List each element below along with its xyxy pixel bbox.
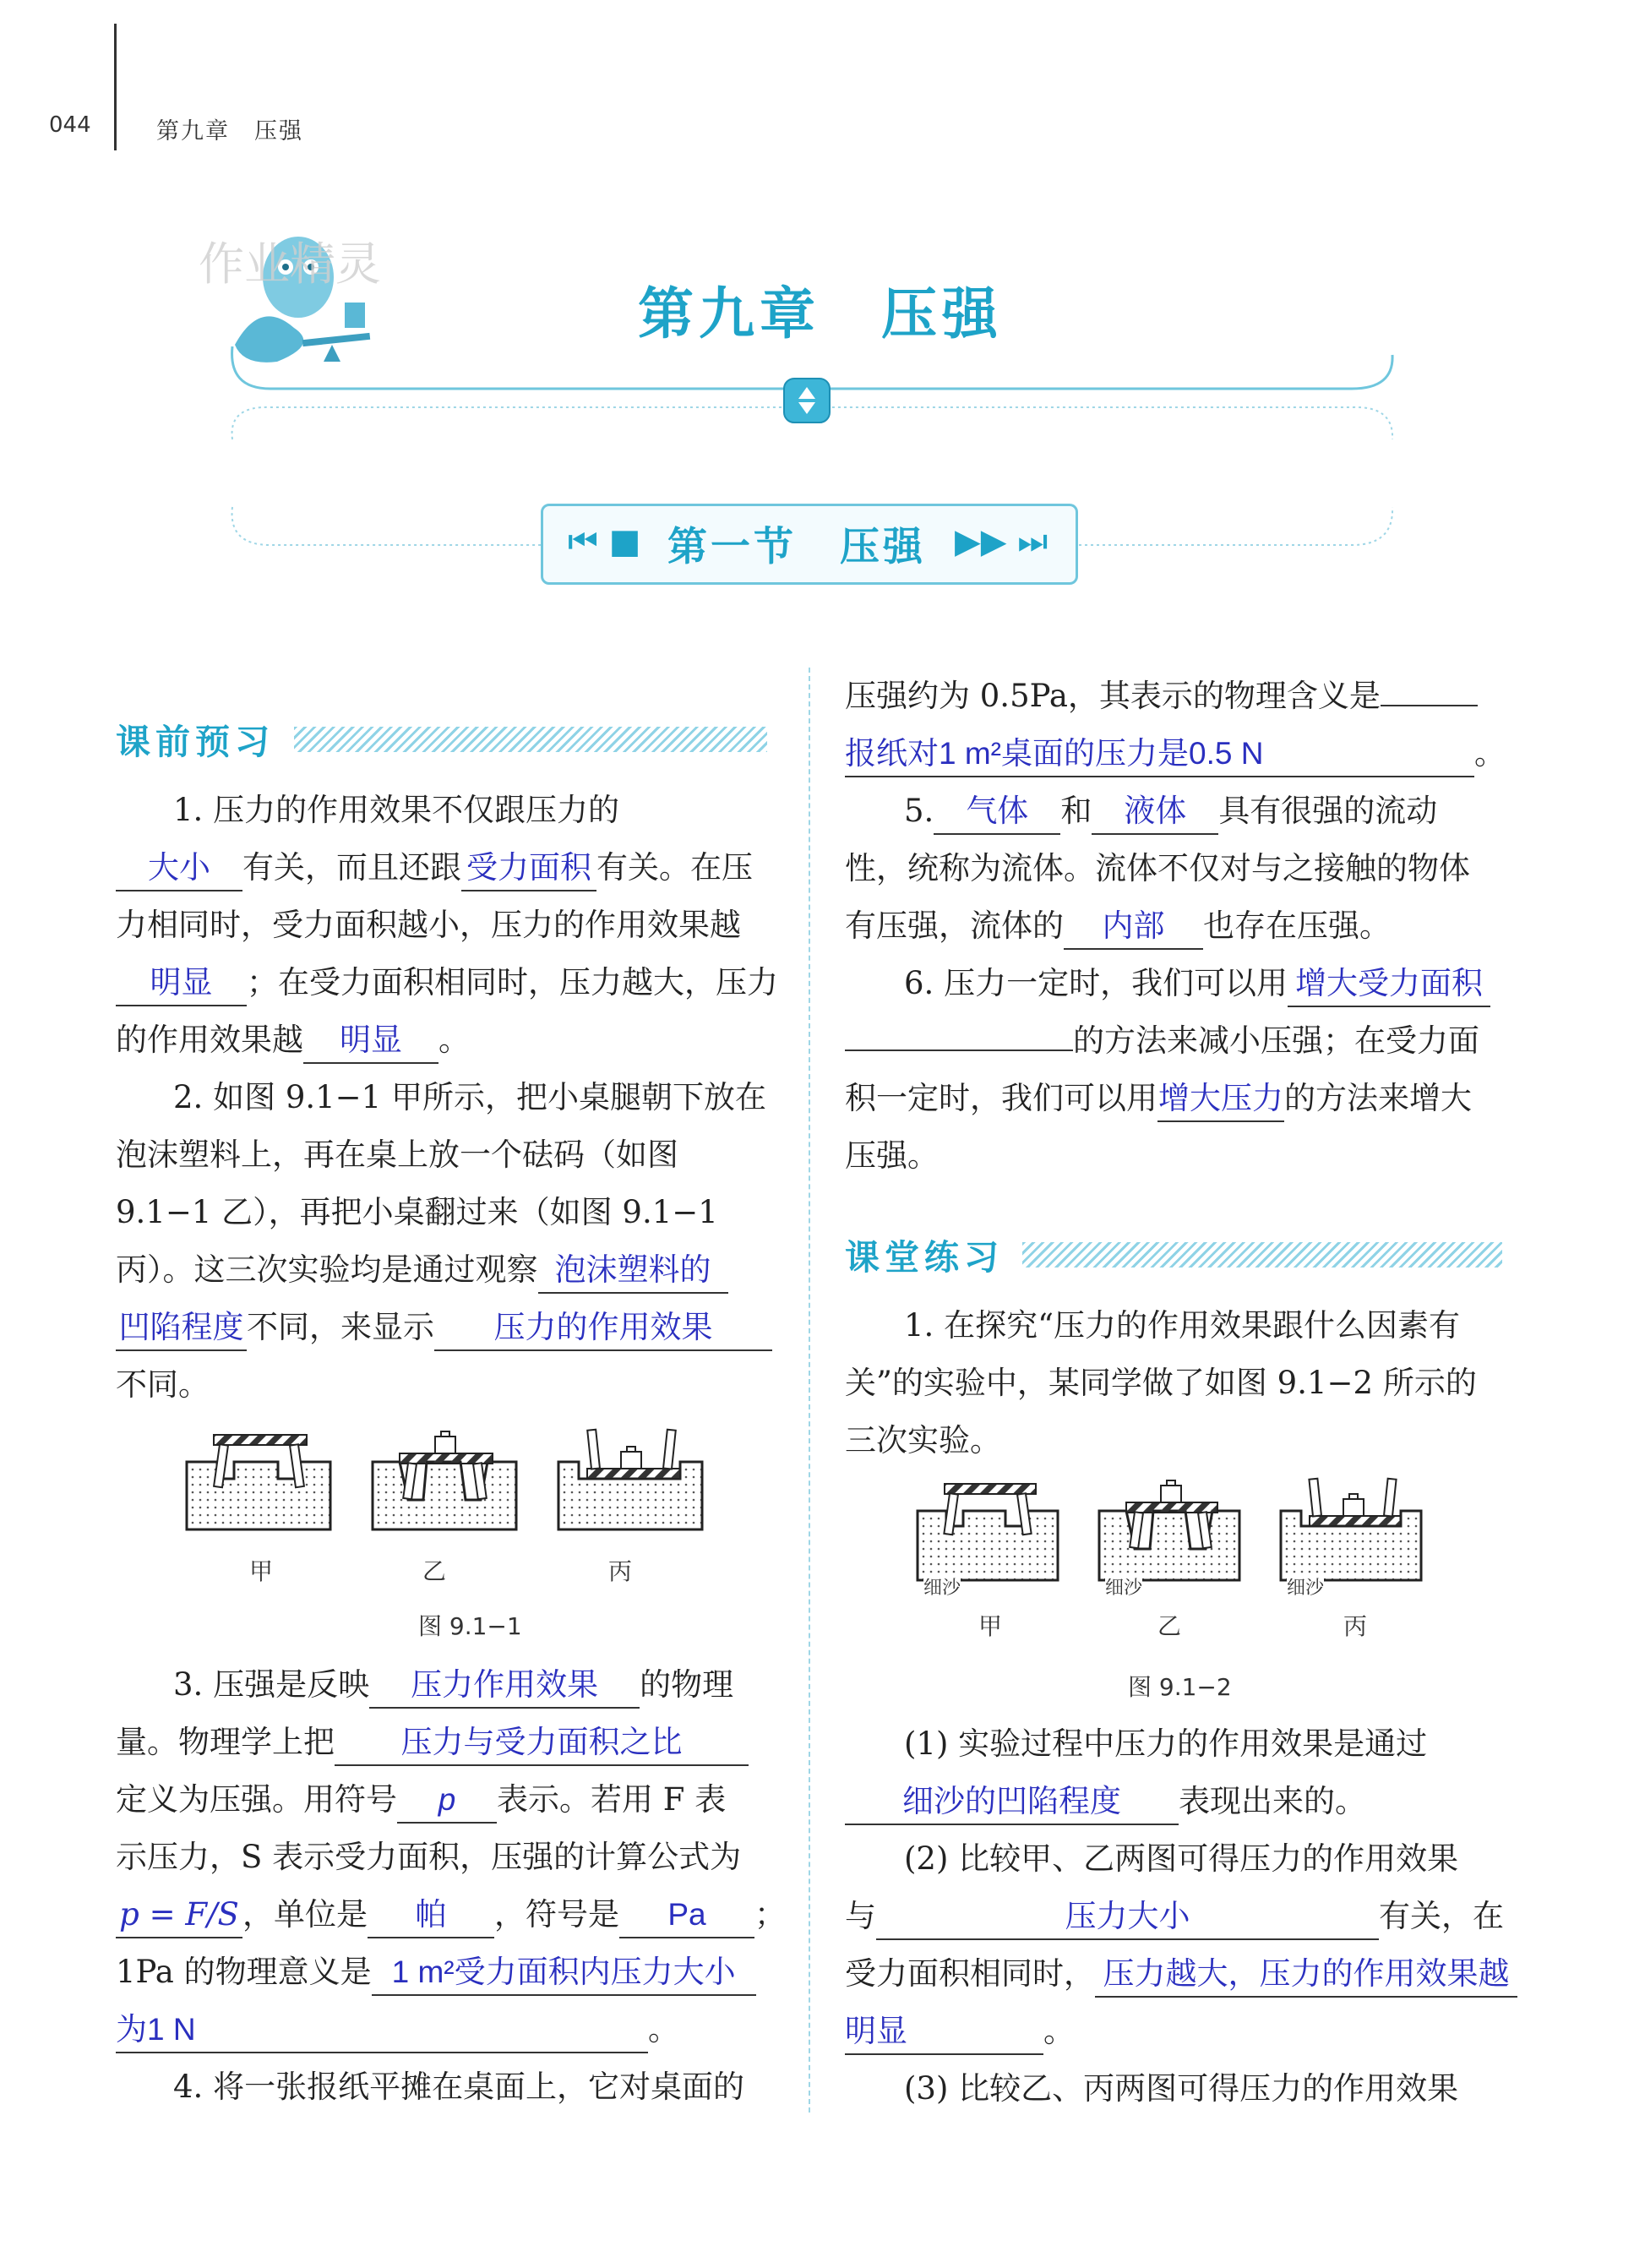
c1-2-line1: (2) 比较甲、乙两图可得压力的作用效果 bbox=[904, 1840, 1459, 1877]
c1-line2: 关”的实验中，某同学做了如图 9.1−2 所示的 bbox=[845, 1365, 1477, 1401]
q6-line2: 的方法来减小压强；在受力面 bbox=[845, 1012, 1479, 1070]
figure-label-jia: 甲 bbox=[978, 1612, 1003, 1640]
c1-2-line4: 明显 。 bbox=[845, 2003, 1075, 2060]
sand-label: 细沙 bbox=[923, 1573, 961, 1600]
figure-label-yi: 乙 bbox=[1157, 1612, 1182, 1640]
page-number: 044 bbox=[49, 112, 91, 138]
running-header: 第九章 压强 bbox=[156, 118, 303, 144]
answer-blank: 压力越大，压力的作用效果越 bbox=[1095, 1952, 1517, 1998]
figure-panel-bing bbox=[1281, 1479, 1421, 1580]
figure-caption: 图 9.1−1 bbox=[418, 1612, 522, 1640]
q4-line2: 压强约为 0.5Pa，其表示的物理含义是 bbox=[845, 668, 1478, 725]
figure-label-jia: 甲 bbox=[249, 1557, 274, 1585]
heading-practice: 课堂练习 bbox=[845, 1237, 1004, 1278]
q3-line6: 1Pa 的物理意义是 1 m²受力面积内压力大小 bbox=[116, 1944, 756, 2001]
q3-line4: 示压力，S 表示受力面积，压强的计算公式为 bbox=[116, 1839, 742, 1875]
q2-line6: 不同。 bbox=[116, 1366, 210, 1403]
answer-blank: 增大受力面积 bbox=[1288, 962, 1490, 1007]
c1-2-line3: 受力面积相同时， 压力越大，压力的作用效果越 bbox=[845, 1945, 1517, 2003]
q5-line3: 有压强，流体的 内部 也存在压强。 bbox=[845, 897, 1391, 955]
figure-panel-bing bbox=[558, 1430, 702, 1529]
q4-line1: 4. 将一张报纸平摊在桌面上，它对桌面的 bbox=[173, 2069, 745, 2105]
watermark: 作业精灵 bbox=[199, 237, 381, 291]
answer-blank: 压力的作用效果 bbox=[434, 1306, 772, 1351]
q3-line3: 定义为压强。用符号 p 表示。若用 F 表 bbox=[116, 1771, 726, 1829]
column-divider bbox=[809, 668, 810, 2113]
answer-blank: 压力大小 bbox=[876, 1895, 1379, 1940]
rewind-icon: ⏮ ■ bbox=[568, 522, 641, 561]
answer-blank bbox=[1381, 705, 1478, 706]
figure-label-yi: 乙 bbox=[422, 1557, 447, 1585]
sand-label: 细沙 bbox=[1287, 1573, 1324, 1600]
chapter-title: 第九章 压强 bbox=[638, 281, 1003, 346]
heading-preview: 课前预习 bbox=[116, 722, 275, 762]
answer-blank: 为1 N bbox=[116, 2008, 648, 2053]
q2-line4: 丙）。这三次实验均是通过观察 泡沫塑料的 bbox=[116, 1241, 728, 1299]
q6-line4: 压强。 bbox=[845, 1137, 939, 1174]
c1-1-line2: 细沙的凹陷程度 表现出来的。 bbox=[845, 1773, 1366, 1830]
q3-line7: 为1 N 。 bbox=[116, 2001, 679, 2058]
figure-panel-jia bbox=[918, 1484, 1058, 1580]
q3-line1: 3. 压强是反映 压力作用效果 的物理 bbox=[173, 1656, 733, 1714]
q4-line3: 报纸对1 m²桌面的压力是0.5 N 。 bbox=[845, 725, 1506, 782]
heading-hatch bbox=[1022, 1242, 1502, 1268]
q1-line5: 的作用效果越 明显 。 bbox=[116, 1011, 470, 1069]
answer-blank: 压力作用效果 bbox=[369, 1663, 640, 1709]
c1-3-line1: (3) 比较乙、丙两图可得压力的作用效果 bbox=[904, 2070, 1459, 2107]
q2-line3: 9.1−1 乙），再把小桌翻过来（如图 9.1−1 bbox=[116, 1194, 718, 1230]
answer-blank: 泡沫塑料的 bbox=[538, 1248, 728, 1294]
sand-label: 细沙 bbox=[1105, 1573, 1142, 1600]
figure-9-1-1 bbox=[182, 1428, 731, 1572]
figure-panel-jia bbox=[187, 1435, 330, 1529]
heading-hatch bbox=[294, 727, 767, 752]
q2-line5: 凹陷程度不同，来显示 压力的作用效果 bbox=[116, 1299, 772, 1356]
c1-1-line1: (1) 实验过程中压力的作用效果是通过 bbox=[904, 1726, 1428, 1762]
q6-line3: 积一定时，我们可以用增大压力的方法来增大 bbox=[845, 1070, 1472, 1127]
answer-blank: 凹陷程度 bbox=[116, 1306, 247, 1351]
c1-line1: 1. 在探究“压力的作用效果跟什么因素有 bbox=[904, 1307, 1460, 1344]
answer-blank: 帕 bbox=[368, 1893, 494, 1938]
q3-line2: 量。物理学上把 压力与受力面积之比 bbox=[116, 1714, 749, 1771]
figure-label-bing: 丙 bbox=[1343, 1612, 1368, 1640]
answer-blank: 报纸对1 m²桌面的压力是0.5 N bbox=[845, 732, 1474, 777]
q2-line1: 2. 如图 9.1−1 甲所示，把小桌腿朝下放在 bbox=[173, 1079, 766, 1115]
c1-line3: 三次实验。 bbox=[845, 1422, 1001, 1458]
answer-blank: 细沙的凹陷程度 bbox=[845, 1780, 1179, 1825]
figure-label-bing: 丙 bbox=[608, 1557, 633, 1585]
answer-blank: 受力面积 bbox=[461, 846, 596, 891]
figure-9-1-2 bbox=[912, 1477, 1453, 1612]
figure-caption: 图 9.1−2 bbox=[1128, 1673, 1232, 1701]
q6-line1: 6. 压力一定时，我们可以用 增大受力面积 bbox=[904, 955, 1490, 1012]
answer-blank: 大小 bbox=[116, 846, 242, 891]
answer-blank: 1 m²受力面积内压力大小 bbox=[372, 1950, 756, 1996]
figure-panel-yi bbox=[373, 1431, 516, 1529]
answer-blank: p bbox=[397, 1778, 497, 1824]
section-title: 第一节 压强 bbox=[667, 524, 926, 570]
answer-blank: 明显 bbox=[303, 1018, 438, 1064]
answer-blank: 气体 bbox=[934, 789, 1060, 835]
c1-2-line2: 与 压力大小 有关，在 bbox=[845, 1888, 1504, 1945]
q5-line1: 5. 气体 和 液体 具有很强的流动 bbox=[904, 782, 1437, 840]
q5-line2: 性，统称为流体。流体不仅对与之接触的物体 bbox=[845, 850, 1470, 886]
answer-blank: Pa bbox=[619, 1893, 754, 1938]
q1-line4: 明显 ；在受力面积相同时，压力越大，压力 bbox=[116, 954, 778, 1011]
figure-panel-yi bbox=[1099, 1480, 1239, 1580]
q3-line5: p = F/S ，单位是 帕 ，符号是 Pa ； bbox=[116, 1886, 786, 1944]
answer-blank: 液体 bbox=[1092, 789, 1218, 835]
q1-line3: 力相同时，受力面积越小，压力的作用效果越 bbox=[116, 907, 741, 943]
answer-blank: p = F/S bbox=[116, 1893, 242, 1938]
answer-blank: 压力与受力面积之比 bbox=[335, 1720, 749, 1766]
q2-line2: 泡沫塑料上，再在桌上放一个砝码（如图 bbox=[116, 1137, 678, 1173]
fast-forward-icon: ▶▶ ⏭ bbox=[955, 522, 1048, 561]
q1-line2: 大小 有关，而且还跟 受力面积 有关。在压 bbox=[116, 839, 753, 897]
answer-blank: 明显 bbox=[845, 2009, 1043, 2055]
answer-blank: 内部 bbox=[1064, 904, 1203, 950]
answer-blank bbox=[845, 1049, 1073, 1051]
answer-blank: 增大压力 bbox=[1157, 1077, 1284, 1122]
answer-blank: 明显 bbox=[116, 961, 247, 1006]
q1-line1: 1. 压力的作用效果不仅跟压力的 bbox=[173, 792, 620, 828]
